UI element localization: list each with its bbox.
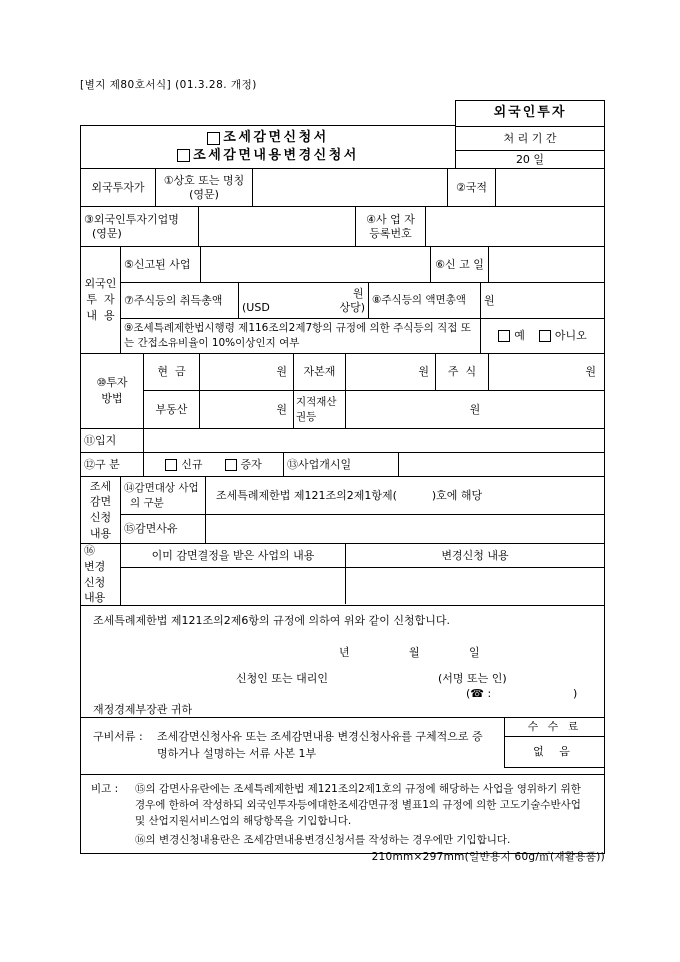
face-value-input[interactable] — [481, 283, 503, 318]
yes-option — [498, 329, 525, 343]
business-reg-no-label — [356, 207, 426, 246]
telephone-close: ) — [573, 687, 578, 700]
business-start-date-label: ⑬사업개시일 — [284, 453, 399, 476]
table-row — [81, 169, 604, 207]
change-application-section-label — [81, 544, 121, 605]
capital-goods-amount-input[interactable] — [346, 354, 436, 390]
label-line: 외국인 — [84, 277, 117, 291]
company-name-input[interactable] — [199, 207, 356, 246]
table-row — [144, 354, 604, 391]
label-line: (영문) — [189, 187, 219, 201]
change-request-input[interactable] — [346, 568, 604, 604]
label-line: 방법 — [101, 392, 123, 405]
increase-checkbox[interactable] — [225, 459, 237, 471]
fee-value: 없 음 — [533, 745, 576, 759]
unit-label: 원 — [469, 402, 481, 416]
label-line: 권등 — [296, 410, 317, 423]
ownership-ratio-question: ⑨조세특례제한법시행령 제116조의2제7항의 규정에 의한 주식등의 직접 또는 간접소유비율이 10%이상인지 여부 — [121, 319, 481, 353]
declaration-date-label: ⑥신 고 일 — [431, 247, 489, 282]
unit-label: 원 — [484, 293, 495, 307]
acquisition-amount-label: ⑦주식등의 취득총액 — [121, 283, 239, 318]
label-line: 등록번호 — [369, 226, 412, 240]
no-label: 아니오 — [554, 329, 587, 343]
face-value-label: ⑧주식등의 액면총액 — [369, 283, 481, 318]
investment-method-label — [81, 354, 144, 428]
label-line: ③외국인투자기업명 — [84, 212, 179, 226]
label-line: 내용 — [89, 526, 112, 540]
remarks-note-2: ⑯의 변경신청내용란은 조세감면내용변경신청서를 작성하는 경우에만 기입합니다. — [135, 834, 511, 847]
table-row — [121, 544, 604, 568]
tax-reduction-section — [81, 477, 604, 544]
table-row — [121, 247, 604, 283]
cash-amount-input[interactable] — [200, 354, 294, 390]
sign-or-seal-label: (서명 또는 인) — [438, 672, 507, 685]
tax-reduction-section-label — [81, 477, 121, 543]
trade-name-label — [156, 169, 253, 206]
form-title-1: 조세감면신청서 — [223, 130, 329, 146]
applicant-or-agent-label: 신청인 또는 대리인 — [236, 672, 329, 685]
acquisition-amount-input[interactable] — [239, 283, 369, 318]
recipient-label: 재정경제부장관 귀하 — [93, 703, 193, 716]
table-row — [121, 568, 604, 604]
category-options — [144, 453, 284, 476]
label-line: 감면 — [89, 495, 112, 509]
form-title-2-row — [81, 148, 455, 164]
nationality-input[interactable] — [496, 169, 604, 206]
remarks-note-1 — [91, 782, 594, 829]
title-checkbox-1[interactable] — [207, 132, 220, 145]
reduction-reason-label: ⑮감면사유 — [121, 515, 206, 543]
usd-label: (USD — [242, 300, 270, 314]
label-line: ⑭감면대상 사업 — [124, 481, 199, 494]
trade-name-input[interactable] — [253, 169, 448, 206]
month-label: 월 — [409, 646, 420, 659]
label-line: ①상호 또는 명칭 — [163, 173, 245, 187]
reduction-target-input[interactable] — [206, 477, 604, 514]
table-row — [121, 477, 604, 515]
label-line: ⑩투자 — [96, 376, 128, 390]
remarks-prefix: 비고 : — [91, 783, 119, 795]
cash-label: 현 금 — [144, 354, 200, 390]
fee-label: 수 수 료 — [505, 718, 604, 737]
business-reg-no-input[interactable] — [426, 207, 604, 246]
reduction-target-value: 조세특례제한법 제121조의2제1항제( )호에 해당 — [216, 488, 483, 502]
ownership-ratio-answer — [481, 319, 604, 353]
label-line: 변경 — [84, 559, 106, 573]
application-statement: 조세특례제한법 제121조의2제6항의 규정에 의하여 위와 같이 신청합니다. — [93, 614, 450, 627]
declared-business-label: ⑤신고된 사업 — [121, 247, 201, 282]
table-row — [81, 207, 604, 247]
processing-period-value: 20 일 — [515, 152, 545, 166]
label-line: 조세 — [89, 479, 112, 493]
declared-business-input[interactable] — [201, 247, 431, 282]
label-line: 신청 — [84, 575, 106, 589]
increase-label: 증자 — [240, 457, 262, 471]
new-label: 신규 — [181, 457, 203, 471]
unit-label: 원 — [276, 402, 287, 416]
signature-section — [81, 606, 604, 718]
prior-decision-header: 이미 감면결정을 받은 사업의 내용 — [121, 544, 346, 567]
table-row — [81, 429, 604, 453]
year-label: 년 — [339, 646, 350, 659]
reduction-reason-input[interactable] — [206, 515, 604, 543]
unit-label: 원 — [418, 365, 429, 379]
label-line: ⑯ — [84, 544, 95, 557]
unit-label: 원 — [276, 365, 287, 379]
no-checkbox[interactable] — [539, 330, 551, 342]
new-option — [165, 458, 202, 472]
change-request-header: 변경신청 내용 — [441, 548, 509, 562]
title-checkbox-2[interactable] — [177, 149, 190, 162]
location-input[interactable] — [144, 429, 604, 452]
no-option — [539, 329, 587, 343]
label-line: 내용 — [84, 591, 106, 605]
required-documents-text — [93, 729, 493, 762]
telephone-label: (☎ : — [466, 687, 492, 700]
investment-details-section — [81, 247, 604, 354]
table-row — [121, 515, 604, 543]
yes-checkbox[interactable] — [498, 330, 510, 342]
nationality-label: ②국적 — [448, 169, 496, 206]
usd-equiv-label: 상당) — [339, 300, 365, 314]
processing-period-label: 처 리 기 간 — [456, 127, 604, 151]
remarks-section — [81, 775, 604, 853]
increase-option — [225, 458, 262, 472]
form-title-box — [80, 125, 455, 168]
investment-details-section-label — [81, 247, 121, 353]
reduction-target-label — [121, 477, 206, 514]
business-start-date-input[interactable] — [399, 453, 604, 476]
label-line: 내 용 — [86, 308, 115, 322]
yes-label: 예 — [514, 329, 525, 343]
company-name-label — [81, 207, 199, 246]
declaration-date-input[interactable] — [489, 247, 604, 282]
table-row — [144, 391, 604, 428]
form-title-2: 조세감면내용변경신청서 — [193, 147, 359, 163]
location-label: ⑪입지 — [81, 429, 144, 452]
processing-box — [455, 100, 605, 168]
foreign-investor-label: 외국투자가 — [81, 169, 156, 206]
paper-size-note: 210mm×297mm(일반용지 60g/㎡(재활용품)) — [371, 851, 605, 863]
new-checkbox[interactable] — [165, 459, 177, 471]
label-line: ④사 업 자 — [366, 212, 415, 226]
change-application-section — [81, 544, 604, 606]
form-number-note: [별지 제80호서식] (01.3.28. 개정) — [80, 79, 257, 91]
unit-label: 원 — [585, 365, 596, 379]
table-row — [121, 319, 604, 353]
required-documents-body: 조세감면신청사유 또는 조세감면내용 변경신청사유를 구체적으로 증명하거나 설명하는 서류 사본 1부 — [157, 730, 483, 760]
stock-label: 주 식 — [436, 354, 489, 390]
label-line: 지적재산 — [296, 395, 337, 408]
required-documents-section — [81, 718, 604, 775]
label-line: 신청 — [89, 511, 112, 524]
realestate-amount-input[interactable] — [200, 391, 294, 428]
capital-goods-label: 자본재 — [294, 354, 346, 390]
table-row — [121, 283, 604, 319]
prior-decision-input[interactable] — [121, 568, 346, 604]
label-line: (영문) — [92, 226, 122, 240]
unit-label: 원 — [352, 286, 364, 300]
table-row — [81, 453, 604, 477]
category-label: ⑫구 분 — [81, 453, 144, 476]
ip-amount-input[interactable] — [346, 391, 604, 428]
label-line: 의 구분 — [130, 496, 164, 509]
fee-box — [504, 718, 604, 768]
remarks-note-1-body: ⑮의 감면사유란에는 조세특례제한법 제121조의2제1호의 규정에 해당하는 사업을 영위하기 위한 경우에 한하여 작성하되 외국인투자등에대한조세감면규정 별표1의 규정에 의한 고도기술수반사업 및 산업지원서비스업의 해당항목을 기입합니다. — [135, 783, 581, 827]
form-table — [80, 168, 605, 854]
investment-method-section — [81, 354, 604, 429]
investor-type-header: 외국인투자 — [456, 101, 604, 127]
label-line: 투 자 — [86, 293, 115, 307]
day-label: 일 — [469, 646, 480, 659]
realestate-label: 부동산 — [144, 391, 200, 428]
ip-rights-label — [294, 391, 346, 428]
stock-amount-input[interactable] — [489, 354, 604, 390]
required-documents-prefix: 구비서류 : — [93, 730, 143, 743]
form-title-1-row — [81, 130, 455, 146]
